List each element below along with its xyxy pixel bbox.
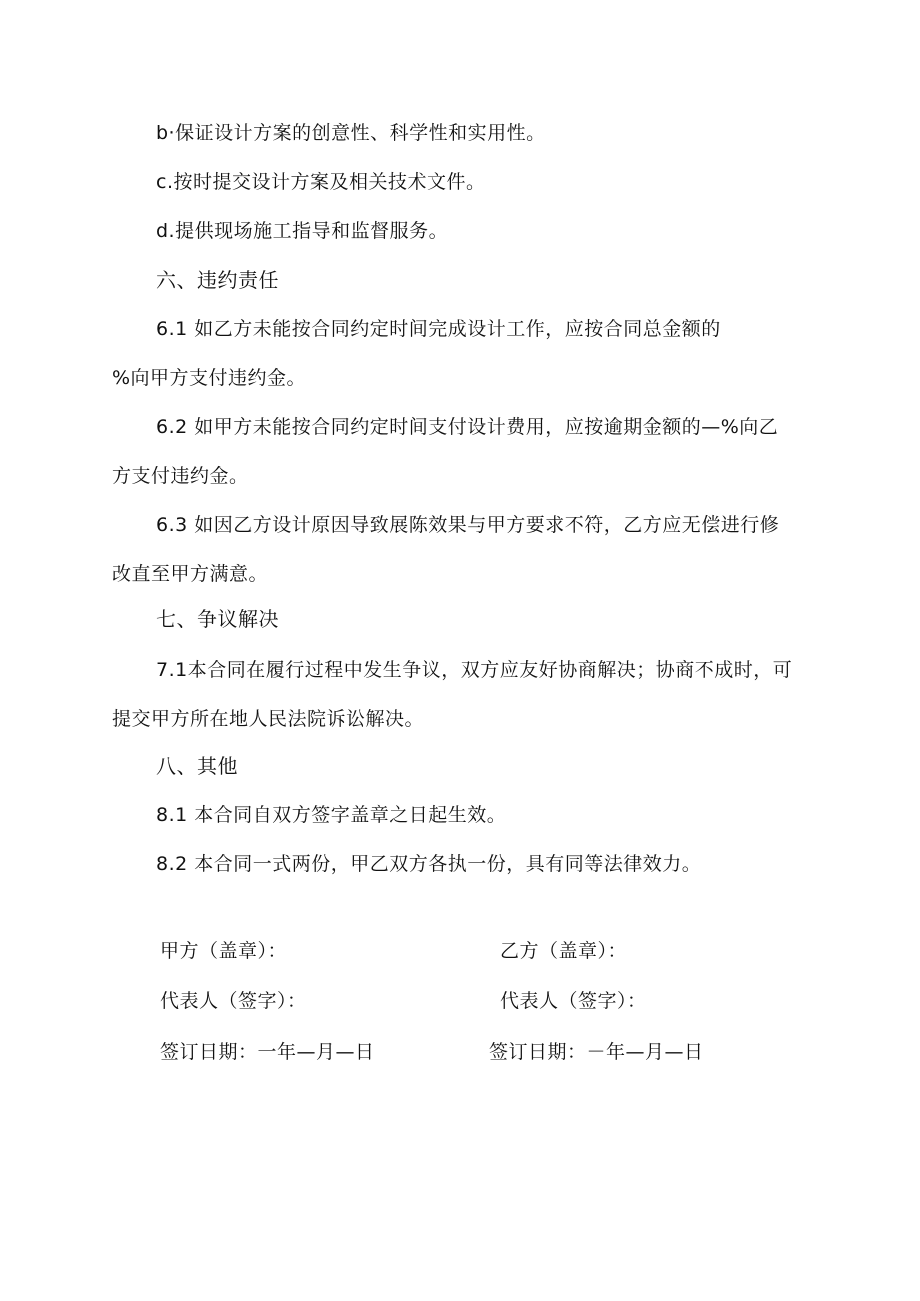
clause-7-1-line-2: 提交甲方所在地人民法院诉讼解决。 (112, 708, 425, 730)
party-b-representative-label: 代表人（签字）： (500, 990, 647, 1012)
clause-8-1: 8.1 本合同自双方签字盖章之日起生效。 (156, 804, 507, 826)
clause-6-2-line-2: 方支付违约金。 (112, 465, 249, 487)
section-6-heading: 六、违约责任 (156, 268, 279, 292)
obligation-c: c.按时提交设计方案及相关技术文件。 (156, 171, 486, 193)
party-a-seal-label: 甲方（盖章）： (160, 940, 288, 962)
clause-6-3-line-2: 改直至甲方满意。 (112, 563, 269, 585)
party-b-date-label: 签订日期：－年—月—日 (489, 1041, 704, 1063)
section-7-heading: 七、争议解决 (156, 607, 279, 631)
party-a-representative-label: 代表人（签字）： (160, 990, 307, 1012)
party-b-seal-label: 乙方（盖章）： (500, 940, 628, 962)
clause-6-2-line-1: 6.2 如甲方未能按合同约定时间支付设计费用，应按逾期金额的—%向乙 (156, 416, 779, 438)
clause-6-1-line-1: 6.1 如乙方未能按合同约定时间完成设计工作，应按合同总金额的 (156, 318, 721, 340)
clause-6-3-line-1: 6.3 如因乙方设计原因导致展陈效果与甲方要求不符，乙方应无偿进行修 (156, 514, 780, 536)
clause-8-2: 8.2 本合同一式两份，甲乙双方各执一份，具有同等法律效力。 (156, 853, 702, 875)
clause-6-1-line-2: %向甲方支付违约金。 (112, 367, 307, 389)
party-a-date-label: 签订日期：一年—月—日 (160, 1041, 375, 1063)
obligation-d: d.提供现场施工指导和监督服务。 (156, 220, 449, 242)
section-8-heading: 八、其他 (156, 754, 238, 778)
obligation-b: b·保证设计方案的创意性、科学性和实用性。 (156, 122, 546, 144)
clause-7-1-line-1: 7.1本合同在履行过程中发生争议，双方应友好协商解决；协商不成时，可 (156, 659, 793, 681)
